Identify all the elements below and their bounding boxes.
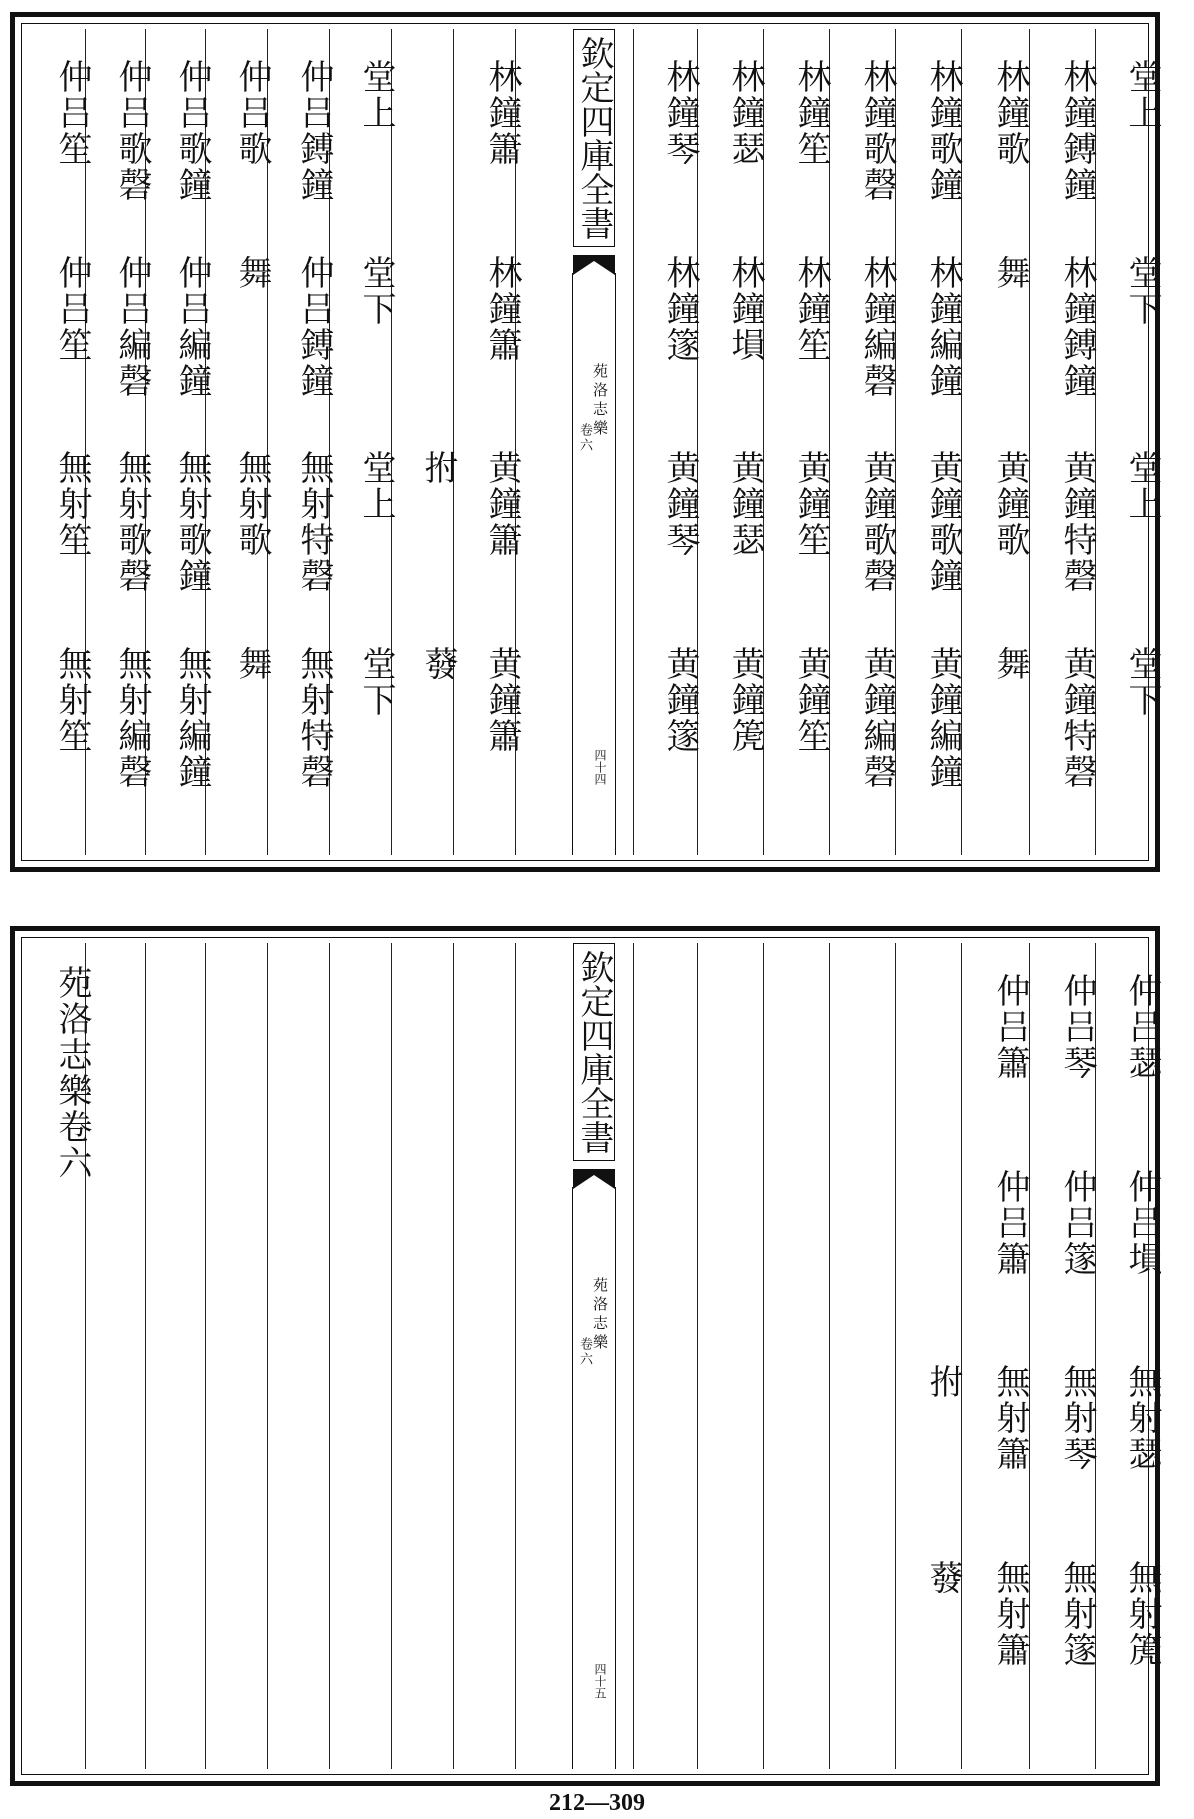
text-cell: 堂下	[1122, 645, 1162, 718]
text-cell: 黄鐘琴	[660, 450, 700, 558]
column-rule	[633, 943, 634, 1769]
text-cell: 蕟	[418, 645, 458, 682]
text-cell: 林鐘鎛鐘	[1057, 59, 1097, 203]
text-column	[633, 51, 700, 833]
text-cell: 堂上	[356, 450, 396, 522]
text-cell: 蕟	[923, 1559, 963, 1596]
text-column	[85, 51, 152, 833]
text-cell: 無射瑟	[1122, 1364, 1162, 1472]
text-cell: 黄鐘瑟	[725, 450, 765, 558]
text-cell: 無射歌	[232, 450, 272, 558]
column-rule	[391, 943, 392, 1769]
top-page	[10, 12, 1160, 872]
text-column	[25, 965, 92, 1747]
column-rule	[763, 943, 764, 1769]
page-spine	[572, 943, 616, 1769]
text-column	[896, 51, 963, 833]
text-cell: 林鐘歌	[990, 59, 1030, 167]
text-cell: 黄鐘特磬	[1057, 645, 1097, 790]
volume-label: 卷六	[577, 1337, 592, 1367]
text-cell: 林鐘鎛鐘	[1057, 254, 1097, 399]
text-cell: 黄鐘編鐘	[923, 645, 963, 790]
text-cell: 林鐘歌磬	[857, 59, 897, 203]
text-cell: 林鐘篴	[660, 254, 700, 363]
text-cell: 黄鐘笙	[791, 645, 831, 754]
text-column	[1095, 965, 1162, 1747]
text-cell: 舞	[990, 254, 1030, 291]
text-cell: 仲吕篴	[1057, 1168, 1097, 1277]
collection-title: 欽定四庫全書	[573, 943, 615, 1161]
text-cell: 黄鐘篴	[660, 645, 700, 754]
reel-page-number: 212—309	[549, 1790, 645, 1816]
text-cell: 林鐘笙	[791, 59, 831, 167]
text-cell: 仲吕笙	[52, 254, 92, 363]
text-cell: 無射編鐘	[172, 645, 212, 790]
text-cell: 堂下	[1122, 254, 1162, 327]
text-cell: 林鐘編鐘	[923, 254, 963, 399]
text-cell: 仲吕笙	[52, 59, 92, 167]
page-number: 四十五	[593, 1663, 607, 1699]
text-column	[455, 51, 522, 833]
column-rule	[267, 943, 268, 1769]
text-cell: 仲吕簫	[990, 1168, 1030, 1277]
column-rule	[515, 943, 516, 1769]
text-cell: 仲吕瑟	[1122, 973, 1162, 1081]
text-cell: 黄鐘簫	[482, 645, 522, 754]
text-cell: 舞	[990, 645, 1030, 682]
text-cell: 黄鐘箎	[725, 645, 765, 754]
text-cell: 林鐘簫	[482, 254, 522, 363]
text-cell: 黄鐘簫	[482, 450, 522, 558]
text-column	[698, 51, 765, 833]
text-cell: 無射特磬	[294, 450, 334, 594]
column-rule	[697, 943, 698, 1769]
text-column	[1030, 965, 1097, 1747]
text-column	[25, 51, 92, 833]
text-cell: 無射歌鐘	[172, 450, 212, 594]
text-column	[830, 51, 897, 833]
text-column	[896, 965, 963, 1747]
text-column	[963, 965, 1030, 1747]
text-cell: 仲吕編鐘	[172, 254, 212, 399]
text-cell: 林鐘塤	[725, 254, 765, 363]
text-cell: 林鐘歌鐘	[923, 59, 963, 203]
text-column	[1095, 51, 1162, 833]
column-rule	[329, 943, 330, 1769]
text-cell: 黄鐘歌磬	[857, 450, 897, 594]
text-cell: 無射笙	[52, 645, 92, 754]
text-cell: 無射簫	[990, 1559, 1030, 1668]
text-cell: 仲吕鎛鐘	[294, 59, 334, 203]
spine-body	[572, 1187, 616, 1769]
text-column	[205, 51, 272, 833]
fish-tail-mark	[573, 255, 615, 275]
text-column	[145, 51, 212, 833]
spine-body	[572, 273, 616, 855]
page-number: 四十四	[593, 749, 607, 785]
text-cell: 仲吕歌鐘	[172, 59, 212, 203]
text-cell: 林鐘編磬	[857, 254, 897, 399]
text-cell	[391, 51, 455, 247]
volume-label: 卷六	[577, 423, 592, 453]
text-cell: 無射簫	[990, 1364, 1030, 1472]
text-cell: 無射琴	[1057, 1364, 1097, 1472]
text-cell: 仲吕歌	[232, 59, 272, 167]
text-cell: 堂下	[356, 645, 396, 718]
text-cell	[391, 247, 455, 443]
text-cell: 仲吕編磬	[112, 254, 152, 399]
text-cell: 堂上	[356, 59, 396, 131]
text-cell	[896, 1161, 960, 1357]
column-rule	[829, 943, 830, 1769]
text-cell: 仲吕琴	[1057, 973, 1097, 1081]
text-column	[391, 51, 458, 833]
text-column	[267, 51, 334, 833]
text-cell: 仲吕歌磬	[112, 59, 152, 203]
text-cell: 黄鐘特磬	[1057, 450, 1097, 594]
text-cell: 林鐘琴	[660, 59, 700, 167]
fish-tail-mark	[573, 1169, 615, 1189]
book-title: 苑洛志樂	[591, 1277, 609, 1353]
text-column	[963, 51, 1030, 833]
column-rule	[961, 943, 962, 1769]
text-cell: 黄鐘編磬	[857, 645, 897, 790]
column-rule	[205, 943, 206, 1769]
text-cell: 舞	[232, 254, 272, 291]
text-cell: 無射篴	[1057, 1559, 1097, 1668]
column-rule	[453, 943, 454, 1769]
text-cell: 黄鐘笙	[791, 450, 831, 558]
bottom-page	[10, 926, 1160, 1786]
column-rule	[145, 943, 146, 1769]
text-cell: 堂下	[356, 254, 396, 327]
text-cell: 林鐘簫	[482, 59, 522, 167]
text-cell: 堂上	[1122, 59, 1162, 131]
text-cell: 仲吕鎛鐘	[294, 254, 334, 399]
text-cell	[896, 965, 960, 1161]
text-cell: 無射特磬	[294, 645, 334, 790]
volume-end-title: 苑洛志樂卷六	[52, 965, 92, 1181]
text-cell: 仲吕簫	[990, 973, 1030, 1081]
text-column	[1030, 51, 1097, 833]
text-cell: 無射箎	[1122, 1559, 1162, 1668]
text-cell: 黄鐘歌	[990, 450, 1030, 558]
text-cell: 無射歌磬	[112, 450, 152, 594]
text-cell: 林鐘瑟	[725, 59, 765, 167]
text-cell: 黄鐘歌鐘	[923, 450, 963, 594]
text-cell: 無射編磬	[112, 645, 152, 790]
text-cell: 拊	[923, 1364, 963, 1400]
text-cell: 堂上	[1122, 450, 1162, 522]
text-cell: 舞	[232, 645, 272, 682]
text-column	[764, 51, 831, 833]
book-title: 苑洛志樂	[591, 363, 609, 439]
text-cell: 林鐘笙	[791, 254, 831, 363]
text-column	[329, 51, 396, 833]
text-cell: 仲吕塤	[1122, 1168, 1162, 1277]
collection-title: 欽定四庫全書	[573, 29, 615, 247]
text-cell: 拊	[418, 450, 458, 486]
text-cell: 無射笙	[52, 450, 92, 558]
page-spine	[572, 29, 616, 855]
